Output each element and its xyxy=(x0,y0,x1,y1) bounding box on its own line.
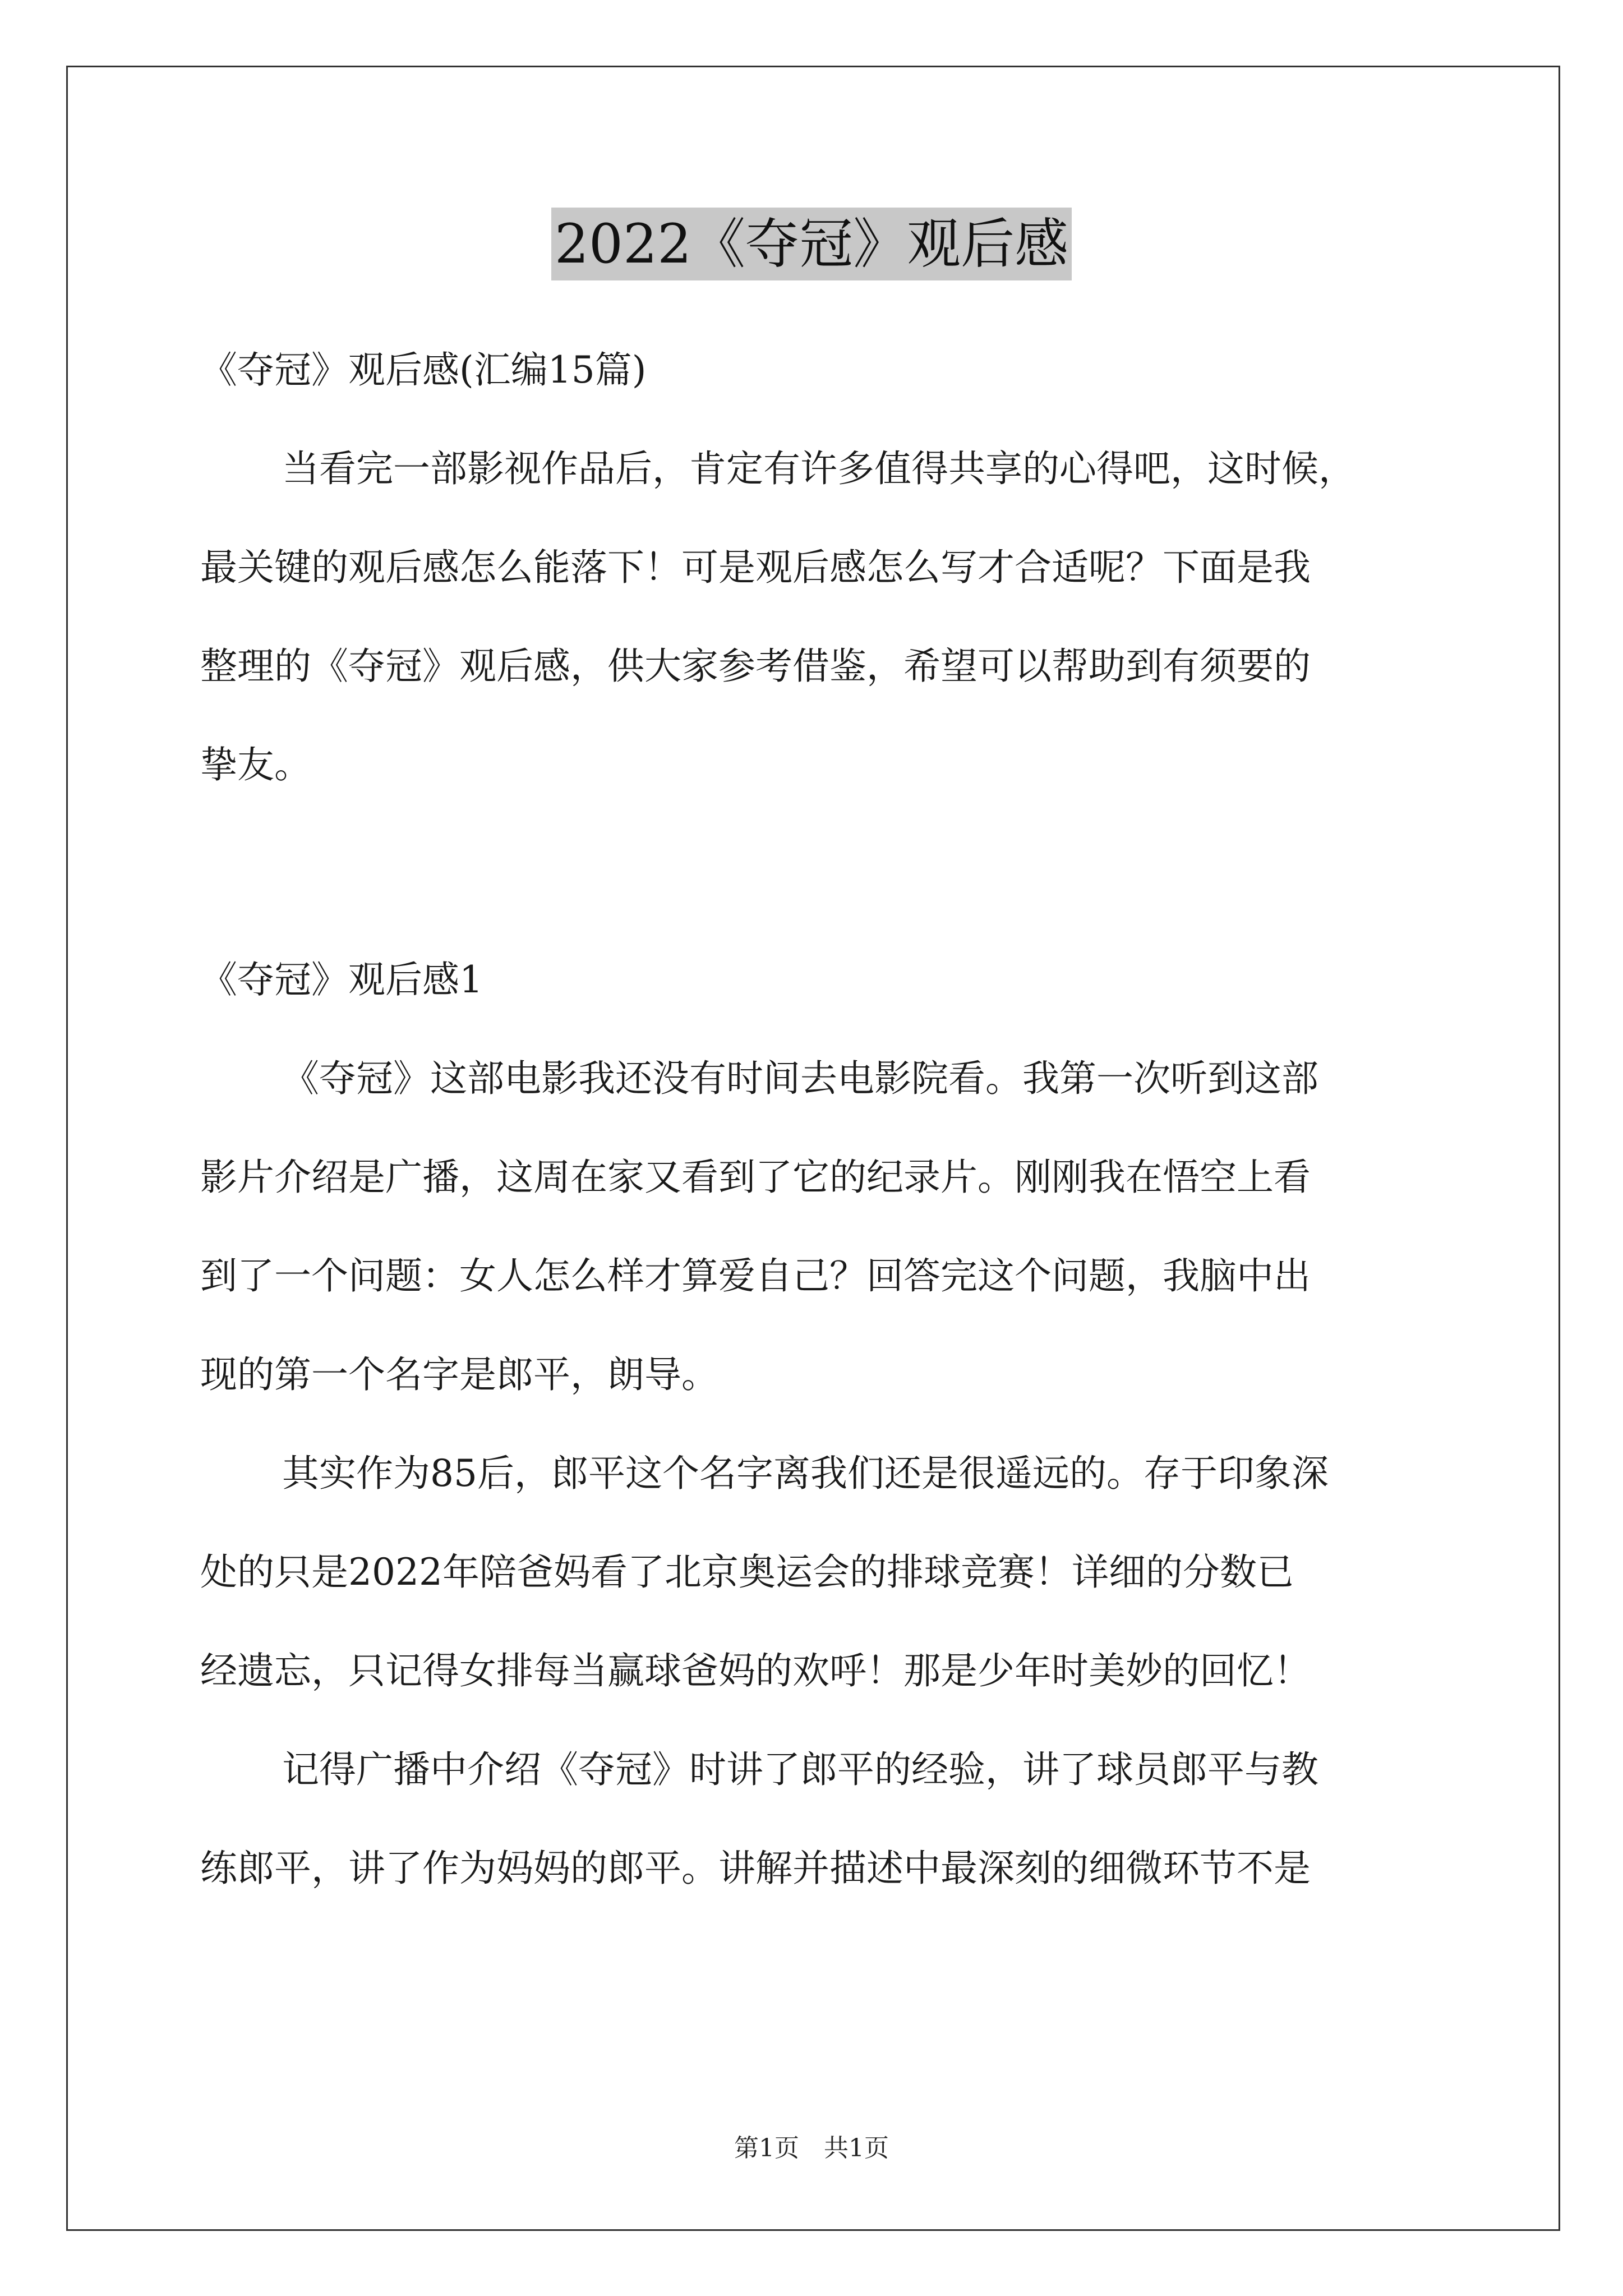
s1p1-line-3: 到了一个问题：女人怎么样才算爱自己？回答完这个问题，我脑中出 xyxy=(200,1254,1311,1297)
document-subtitle-block xyxy=(200,321,1456,420)
section1-heading-block xyxy=(200,931,1456,1029)
section1-paragraph-2 xyxy=(200,1424,1456,1720)
section1-paragraph-3 xyxy=(200,1720,1456,1918)
intro-line-3: 整理的《夺冠》观后感，供大家参考借鉴，希望可以帮助到有须要的 xyxy=(200,645,1311,688)
s1p2-line-3: 经遗忘，只记得女排每当赢球爸妈的欢呼！那是少年时美妙的回忆！ xyxy=(200,1649,1311,1692)
document-subtitle: 《夺冠》观后感(汇编15篇) xyxy=(200,348,647,392)
s1p3-line-1: 记得广播中介绍《夺冠》时讲了郎平的经验，讲了球员郎平与教 xyxy=(282,1748,1318,1791)
s1p3-line-2: 练郎平，讲了作为妈妈的郎平。讲解并描述中最深刻的细微环节不是 xyxy=(200,1847,1311,1890)
s1p1-line-4: 现的第一个名字是郎平，朗导。 xyxy=(200,1353,718,1396)
intro-paragraph xyxy=(200,420,1456,815)
section1-heading: 《夺冠》观后感1 xyxy=(200,958,483,1001)
s1p1-line-1: 《夺冠》这部电影我还没有时间去电影院看。我第一次听到这部 xyxy=(282,1057,1318,1100)
s1p1-line-2: 影片介绍是广播，这周在家又看到了它的纪录片。刚刚我在悟空上看 xyxy=(200,1156,1311,1199)
intro-line-2: 最关键的观后感怎么能落下！可是观后感怎么写才合适呢？下面是我 xyxy=(200,546,1311,589)
s1p2-line-2: 处的只是2022年陪爸妈看了北京奥运会的排球竞赛！详细的分数已 xyxy=(200,1550,1294,1594)
page-footer xyxy=(0,2132,1623,2165)
page-number-label: 第1页 共1页 xyxy=(734,2134,889,2162)
section1-paragraph-1 xyxy=(200,1029,1456,1424)
document-title: 2022《夺冠》观后感 xyxy=(551,208,1072,280)
intro-line-1: 当看完一部影视作品后，肯定有许多值得共享的心得吧，这时候， xyxy=(282,447,1355,490)
intro-line-4: 挚友。 xyxy=(200,743,311,786)
s1p2-line-1: 其实作为85后，郎平这个名字离我们还是很遥远的。存于印象深 xyxy=(282,1452,1329,1495)
title-container xyxy=(0,208,1623,280)
